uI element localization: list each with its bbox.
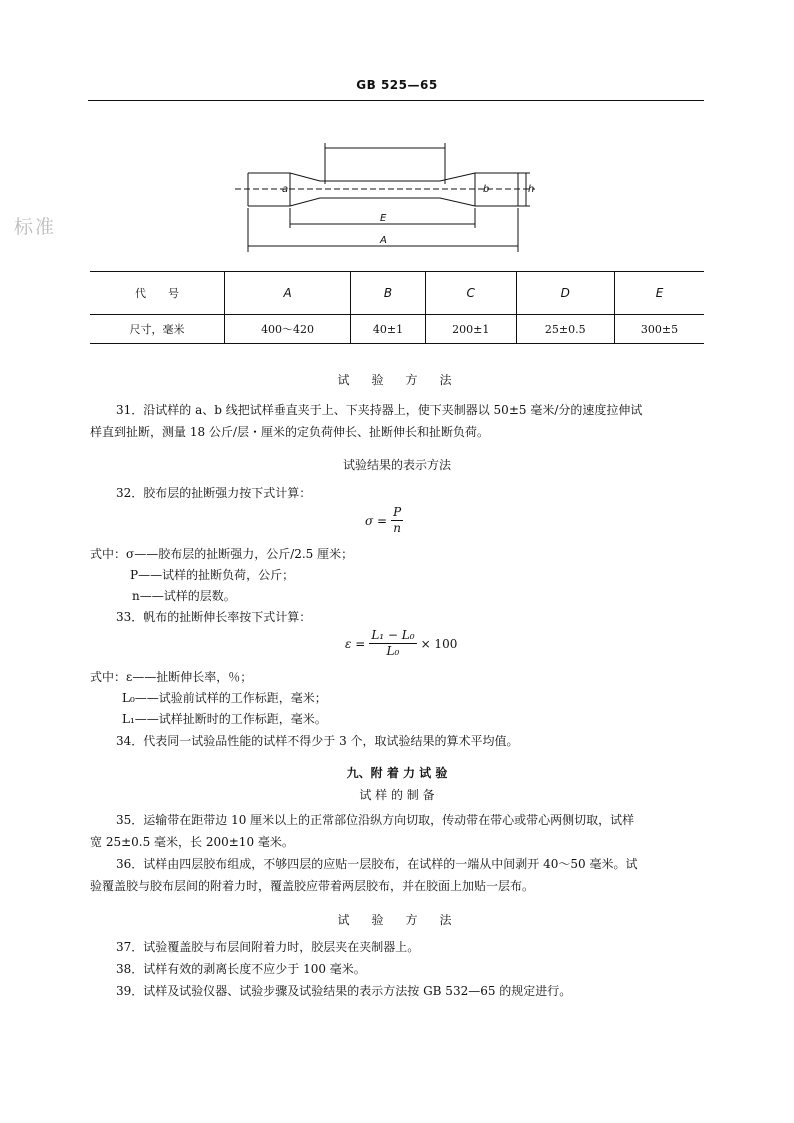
mark-a-label: a (282, 184, 289, 195)
dim-h-label: h (528, 184, 535, 195)
formula-elongation (345, 628, 457, 659)
table-header-cell: 代 号 (90, 272, 225, 315)
formula-denominator: n (393, 521, 401, 535)
formula-fraction (369, 628, 416, 659)
formula-tail: × 100 (420, 636, 458, 651)
paragraph-35-line2: 宽 25±0.5 毫米，长 200±10 毫米。 (90, 835, 294, 849)
paragraph-34: 34．代表同一试验品性能的试样不得少于 3 个，取试验结果的算术平均值。 (116, 734, 519, 748)
table-header-cell: A (225, 272, 351, 315)
formula-lhs: σ = (365, 513, 388, 528)
formula-lhs: ε = (345, 636, 366, 651)
formula-fraction (391, 505, 403, 536)
table-header-row (90, 272, 704, 315)
paragraph-31-line1: 31．沿试样的 a、b 线把试样垂直夹于上、下夹持器上，使下夹制器以 50±5 毫米/分的速度拉伸试 (116, 403, 643, 417)
dim-e-label: E (380, 213, 387, 224)
paragraph-38: 38．试样有效的剥离长度不应少于 100 毫米。 (116, 962, 366, 976)
header-rule (88, 100, 704, 101)
watermark: 标准 (14, 216, 57, 238)
paragraph-35-line1: 35．运输带在距带边 10 厘米以上的正常部位沿纵方向切取，传动带在带心或带心两侧切取，试样 (116, 813, 635, 827)
table-header-cell: E (614, 272, 704, 315)
page-header: GB 525—65 (356, 78, 438, 92)
formula-numerator: P (393, 505, 402, 519)
table-header-cell: D (516, 272, 614, 315)
formula-strength (365, 505, 403, 536)
paragraph-31-line2: 样直到扯断，测量 18 公斤/层・厘米的定负荷伸长、扯断伸长和扯断负荷。 (90, 425, 489, 439)
paragraph-33: 33．帆布的扯断伸长率按下式计算： (116, 610, 312, 624)
table-cell: 300±5 (614, 315, 704, 344)
where-line: 式中：σ——胶布层的扯断强力，公斤/2.5 厘米； (90, 547, 354, 561)
formula-denominator: L₀ (386, 644, 400, 658)
paragraph-32: 32．胶布层的扯断强力按下式计算： (116, 486, 312, 500)
dimensions-table (90, 271, 704, 344)
mark-b-label: b (483, 184, 490, 195)
section-heading: 九、附 着 力 试 验 (346, 766, 448, 780)
table-cell: 200±1 (425, 315, 516, 344)
paragraph-37: 37．试验覆盖胶与布层间附着力时，胶层夹在夹制器上。 (116, 940, 420, 954)
dim-a-label: A (380, 235, 387, 246)
where-line: n——试样的层数。 (132, 589, 236, 603)
paragraph-36-line1: 36．试样由四层胶布组成，不够四层的应贴一层胶布，在试样的一端从中间剥开 40～50 毫米。试 (116, 857, 638, 871)
table-header-cell: B (351, 272, 426, 315)
formula-numerator: L₁ − L₀ (371, 628, 415, 642)
specimen-diagram (230, 118, 560, 258)
where-line: P——试样的扯断负荷，公斤； (130, 568, 295, 582)
table-header-cell: C (425, 272, 516, 315)
section-heading: 试 验 方 法 (337, 913, 457, 927)
table-cell: 400～420 (225, 315, 351, 344)
table-row (90, 315, 704, 344)
where-line: 式中：ε——扯断伸长率，％； (90, 670, 253, 684)
section-heading: 试验结果的表示方法 (342, 458, 451, 472)
paragraph-39: 39．试样及试验仪器、试验步骤及试验结果的表示方法按 GB 532—65 的规定进行。 (116, 984, 572, 998)
where-line: L₀——试验前试样的工作标距，毫米； (122, 691, 327, 705)
table-cell: 尺寸，毫米 (129, 323, 185, 336)
table-cell: 25±0.5 (516, 315, 614, 344)
paragraph-36-line2: 验覆盖胶与胶布层间的附着力时，覆盖胶应带着两层胶布，并在胶面上加贴一层布。 (90, 879, 535, 893)
section-heading: 试 样 的 制 备 (359, 788, 435, 802)
where-line: L₁——试样扯断时的工作标距，毫米。 (122, 712, 327, 726)
section-heading: 试 验 方 法 (337, 373, 457, 387)
table-cell: 40±1 (351, 315, 426, 344)
